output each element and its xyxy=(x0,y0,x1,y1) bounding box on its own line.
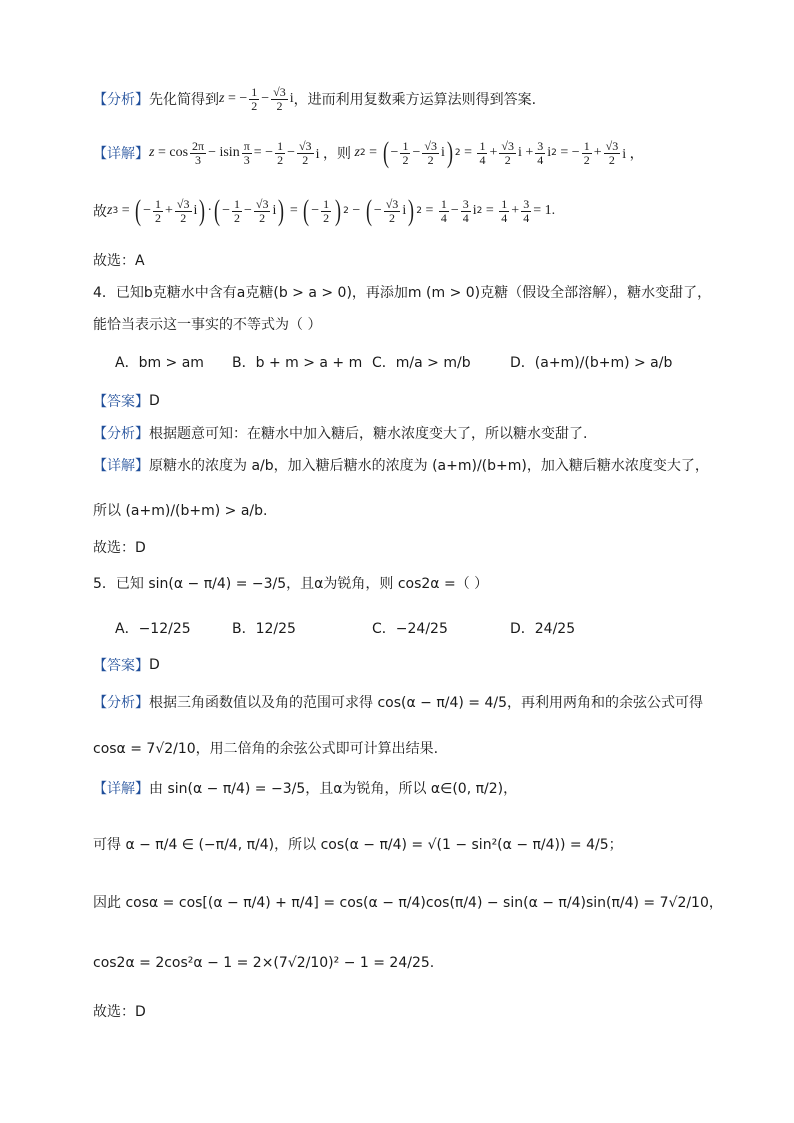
q4-option-a xyxy=(115,352,204,372)
q4-option-c-text: C．m/a > m/b xyxy=(372,355,471,371)
answer-label: 【答案】 xyxy=(93,658,149,674)
q5-answer xyxy=(93,655,160,675)
q4-detail-line2: 所以 (a+m)/(b+m) > a/b. xyxy=(93,503,268,519)
answer-label: 【答案】 xyxy=(93,394,149,410)
q4-answer-value: D xyxy=(149,393,160,409)
q5-option-c-text: C．−24/25 xyxy=(372,621,448,637)
q4-option-c xyxy=(372,352,471,372)
q3-analysis: 【分析】 先化简得到 z = − $\frac{1}{2}$ − $\frac{√3}{2}$ i ，进而利用复数乘方运算法则得到答案. xyxy=(93,85,537,113)
q4-detail-2 xyxy=(93,500,267,520)
q5-detail-line1: 由 sin(α − π/4) = −3/5，且α为锐角，所以 α∈(0, π/2)， xyxy=(149,781,518,797)
q5-option-d xyxy=(510,618,575,638)
q4-choice xyxy=(93,537,146,557)
q3-detail-2: 故 z 3 = ( − $\frac{1}{2}$ + $\frac{√3}{2}$ i ) · ( − $\frac{1}{2}$ − $\frac{√3}{2}$ i ) = ( − $\frac{1}{2}$ ) 2 − ( − $\frac{√3}{2}$ i ) 2 = $\frac{1}{4}$ − $\frac{3}{4}$ i 2 = $\frac{1}{4}$ + $\frac{3}{4}$ = 1. xyxy=(93,194,556,227)
q5-option-a xyxy=(115,618,191,638)
q3-detail-1: 【详解】 z = cos $\frac{2\pi}{3}$ − isin $\frac{\pi}{3}$ = − $\frac{1}{2}$ − $\frac{√3}{2}$ i ， 则 z 2 = ( − $\frac{1}{2}$ − $\frac{√3}{2}$ i ) 2 = $\frac{1}{4}$ + $\frac{√3}{2}$ i + $\frac{3}{4}$ i 2 = − $\frac{1}{2}$ + $\frac{√3}{2}$ i ， xyxy=(93,136,644,169)
q4-option-b xyxy=(232,352,362,372)
q5-detail-line4: cos2α = 2cos²α − 1 = 2×(7√2/10)² − 1 = 24/25. xyxy=(93,955,435,971)
q5-analysis-1 xyxy=(93,692,703,712)
q4-stem-2 xyxy=(93,314,321,334)
q5-stem xyxy=(93,573,488,593)
q5-detail-2 xyxy=(93,834,623,854)
q4-stem-1 xyxy=(93,282,711,302)
q4-answer xyxy=(93,391,160,411)
q4-option-b-text: B．b + m > a + m xyxy=(232,355,363,371)
q5-analysis-line1: 根据三角函数值以及角的范围可求得 cos(α − π/4) = 4/5，再利用两角和的余弦公式可得 xyxy=(149,695,704,711)
q5-answer-value: D xyxy=(149,657,160,673)
q5-choice-text: 故选：D xyxy=(93,1004,146,1020)
q5-option-a-text: A．−12/25 xyxy=(115,621,191,637)
q4-detail-line1: 原糖水的浓度为 a/b，加入糖后糖水的浓度为 (a+m)/(b+m)，加入糖后糖水浓度变大了， xyxy=(149,458,709,474)
q3-choice xyxy=(93,250,145,270)
detail-label: 【详解】 xyxy=(93,146,149,162)
q4-analysis-text: 根据题意可知：在糖水中加入糖后，糖水浓度变大了，所以糖水变甜了. xyxy=(149,426,588,442)
q5-option-b xyxy=(232,618,296,638)
analysis-label: 【分析】 xyxy=(93,92,149,109)
q5-detail-1 xyxy=(93,778,517,798)
q5-option-b-text: B．12/25 xyxy=(232,621,296,637)
q5-detail-line3: 因此 cosα = cos[(α − π/4) + π/4] = cos(α − π/4)cos(π/4) − sin(α − π/4)sin(π/4) = 7√2/10， xyxy=(93,895,723,911)
q5-stem-text: 5．已知 sin(α − π/4) = −3/5，且α为锐角，则 cos2α =（ ） xyxy=(93,576,489,592)
q5-detail-4 xyxy=(93,955,434,971)
q3-detail2-prefix: 故 xyxy=(93,204,107,220)
q5-detail-line2: 可得 α − π/4 ∈ (−π/4, π/4)，所以 cos(α − π/4) = √(1 − sin²(α − π/4)) = 4/5； xyxy=(93,837,623,853)
q4-option-d xyxy=(510,352,672,372)
q5-choice xyxy=(93,1001,146,1021)
analysis-label: 【分析】 xyxy=(93,695,149,711)
q4-stem-line2: 能恰当表示这一事实的不等式为（ ） xyxy=(93,317,322,333)
q4-option-a-text: A．bm > am xyxy=(115,355,204,371)
q4-choice-text: 故选：D xyxy=(93,540,146,556)
analysis-label: 【分析】 xyxy=(93,426,149,442)
q3-choice-text: 故选：A xyxy=(93,253,145,269)
detail-label: 【详解】 xyxy=(93,781,149,797)
q4-analysis xyxy=(93,423,587,443)
q4-stem-line1: 4．已知b克糖水中含有a克糖(b > a > 0)，再添加m (m > 0)克糖（假设全部溶解），糖水变甜了， xyxy=(93,285,712,301)
q5-option-c xyxy=(372,618,448,638)
q3-analysis-tail: ，进而利用复数乘方运算法则得到答案. xyxy=(293,92,537,109)
q5-analysis-2 xyxy=(93,738,438,758)
q5-detail-3 xyxy=(93,892,723,912)
q5-analysis-line2: cosα = 7√2/10，用二倍角的余弦公式即可计算出结果. xyxy=(93,741,439,757)
q3-analysis-text: 先化简得到 xyxy=(149,92,219,109)
q4-option-d-text: D．(a+m)/(b+m) > a/b xyxy=(510,355,673,371)
q5-option-d-text: D．24/25 xyxy=(510,621,576,637)
q4-detail-1 xyxy=(93,455,709,475)
detail-label: 【详解】 xyxy=(93,458,149,474)
